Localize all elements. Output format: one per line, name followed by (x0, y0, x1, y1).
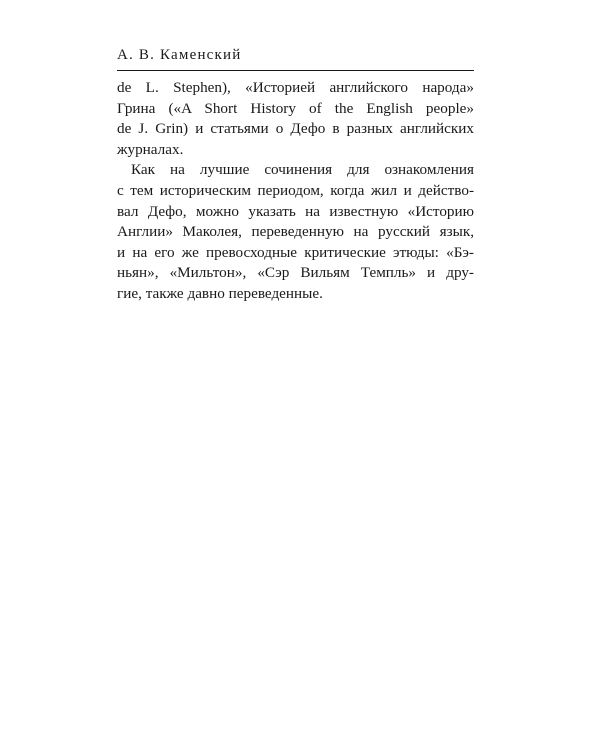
text-line: de L. Stephen), «Историей английского народа» (117, 79, 474, 96)
text-line: гие, также давно переведенные. (117, 284, 323, 302)
paragraph-1 (117, 78, 474, 160)
text-line: с тем историческим периодом, когда жил и действо- (117, 181, 474, 199)
header-rule (117, 70, 474, 71)
paragraph-2 (117, 160, 474, 304)
text-line: Англии» Маколея, переведенную на русский язык, (117, 223, 474, 241)
text-line: Грина («A Short History of the English people» (117, 99, 474, 117)
running-head: А. В. Каменский (117, 47, 242, 63)
text-line: Как на лучшие сочинения для ознакомления (131, 161, 474, 179)
text-line: de J. Grin) и статьями о Дефо в разных английских (117, 120, 474, 138)
text-line: и на его же превосходные критические этюды: «Бэ- (117, 243, 474, 261)
body-text (117, 78, 474, 305)
text-line: вал Дефо, можно указать на известную «Историю (117, 202, 474, 220)
text-line: ньян», «Мильтон», «Сэр Вильям Темпль» и дру- (117, 264, 474, 282)
text-line: журналах. (117, 140, 184, 158)
